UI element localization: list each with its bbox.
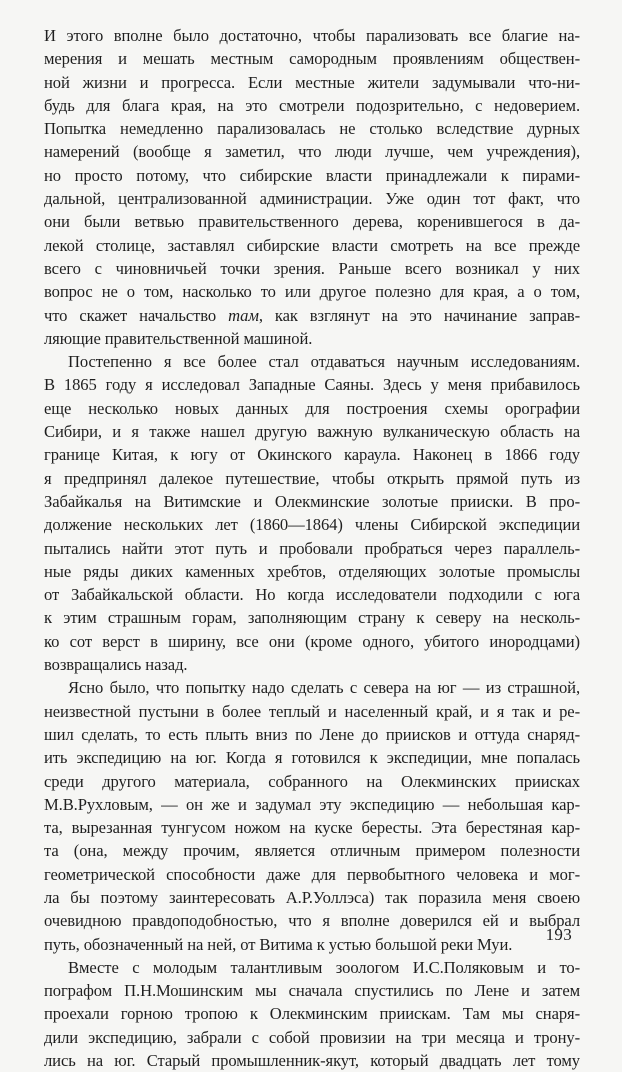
- text-line: намерений (вообще я заметил, что люди лучше, чем учреждения),: [44, 142, 580, 162]
- page-body: [44, 24, 580, 1072]
- text-line: дальной, централизованной администрации. Уже один тот факт, что: [44, 189, 580, 209]
- text-line: Забайкалья на Витимские и Олекминские золотые прииски. В про-: [44, 491, 580, 511]
- text-line: еще несколько новых данных для построения схемы орографии: [44, 398, 580, 418]
- text-line: мерения и мешать местным самородным проявлениям обществен-: [44, 49, 580, 69]
- text-line: пографом П.Н.Мошинским мы сначала спустились по Лене и затем: [44, 981, 580, 1001]
- text-line: вопрос не о том, насколько то или другое полезно для края, а о том,: [44, 282, 580, 302]
- text-line: должение нескольких лет (1860—1864) члены Сибирской экспедиции: [44, 515, 580, 535]
- text-line: я предпринял далекое путешествие, чтобы открыть прямой путь из: [44, 468, 580, 488]
- italic-word: там: [228, 305, 259, 325]
- text-line: границе Китая, к югу от Окинского караула. Наконец в 1866 году: [44, 445, 580, 465]
- text-line: ла бы поэтому заинтересовать А.Р.Уоллэса) так поразила меня своею: [44, 887, 580, 907]
- text-line: та, вырезанная тунгусом ножом на куске бересты. Эта берестяная кар-: [44, 818, 580, 838]
- text-line: ить экспедицию на юг. Когда я готовился к экспедиции, мне попалась: [44, 748, 580, 768]
- text-line: геометрической способности даже для первобытного человека и мог-: [44, 864, 580, 884]
- text-line: та (она, между прочим, является отличным примером полезности: [44, 841, 580, 861]
- text-line: лекой столице, заставлял сибирские власти смотреть на все прежде: [44, 235, 580, 255]
- text-line: Ясно было, что попытку надо сделать с севера на юг — из страшной,: [68, 678, 580, 698]
- text-line: неизвестной пустыни в более теплый и населенный край, и я так и ре-: [44, 701, 580, 721]
- text-line: среди другого материала, собранного на Олекминских приисках: [44, 771, 580, 791]
- text-line: возвращались назад.: [44, 655, 188, 675]
- text-line: ляющие правительственной машиной.: [44, 328, 313, 348]
- text-line: В 1865 году я исследовал Западные Саяны. Здесь у меня прибавилось: [44, 375, 580, 395]
- text-line: от Забайкальской области. Но когда исследователи подходили с юга: [44, 585, 580, 605]
- text-line: Постепенно я все более стал отдаваться научным исследованиям.: [68, 352, 580, 372]
- text-line: И этого вполне было достаточно, чтобы парализовать все благие на-: [44, 26, 580, 45]
- text-line: лись на юг. Старый промышленник-якут, который двадцать лет тому: [44, 1051, 580, 1071]
- text-line: будь для блага края, на это смотрели подозрительно, с недоверием.: [44, 95, 580, 115]
- text-line: М.В.Рухловым, — он же и задумал эту экспедицию — небольшая кар-: [44, 794, 580, 814]
- text-line: Попытка немедленно парализовалась не столько вследствие дурных: [44, 119, 580, 139]
- text-line: пытались найти этот путь и пробовали пробраться через параллель-: [44, 538, 580, 558]
- text-line: шил сделать, то есть плыть вниз по Лене до приисков и оттуда снаряд-: [44, 724, 580, 744]
- page-number: 193: [545, 925, 572, 944]
- text-line: [44, 304, 580, 327]
- text-line: очевидною правдоподобностью, что я вполне доверился ей и выбрал: [44, 911, 580, 931]
- text-line: Сибири, и я также нашел другую важную вулканическую область на: [44, 422, 580, 442]
- text-line: дили экспедицию, забрали с собой провизии на три месяца и трону-: [44, 1027, 580, 1047]
- text-line: ные ряды диких каменных хребтов, отделяющих золотые промыслы: [44, 561, 580, 581]
- text-line: Вместе с молодым талантливым зоологом И.С.Поляковым и то-: [68, 957, 580, 977]
- text-line: они были ветвью правительственного дерева, коренившегося в да-: [44, 212, 580, 232]
- text-line: к этим страшным горам, заполняющим страну к северу на несколь-: [44, 608, 580, 628]
- text-line: ной жизни и прогресса. Если местные жители задумывали что-ни-: [44, 72, 580, 92]
- text-line: но просто потому, что сибирские власти принадлежали к пирами-: [44, 165, 580, 185]
- text-line: ко сот верст в ширину, все они (кроме одного, убитого инородцами): [44, 631, 580, 651]
- text-fragment: что скажет начальство: [44, 305, 229, 325]
- text-fragment: , как взглянут на это начинание заправ-: [258, 305, 580, 325]
- text-line: проехали горною тропою к Олекминским приискам. Там мы снаря-: [44, 1004, 580, 1024]
- text-line: путь, обозначенный на ней, от Витима к устью большой реки Муи.: [44, 934, 513, 954]
- text-line: всего с чиновничьей точки зрения. Раньше всего возникал у них: [44, 258, 580, 278]
